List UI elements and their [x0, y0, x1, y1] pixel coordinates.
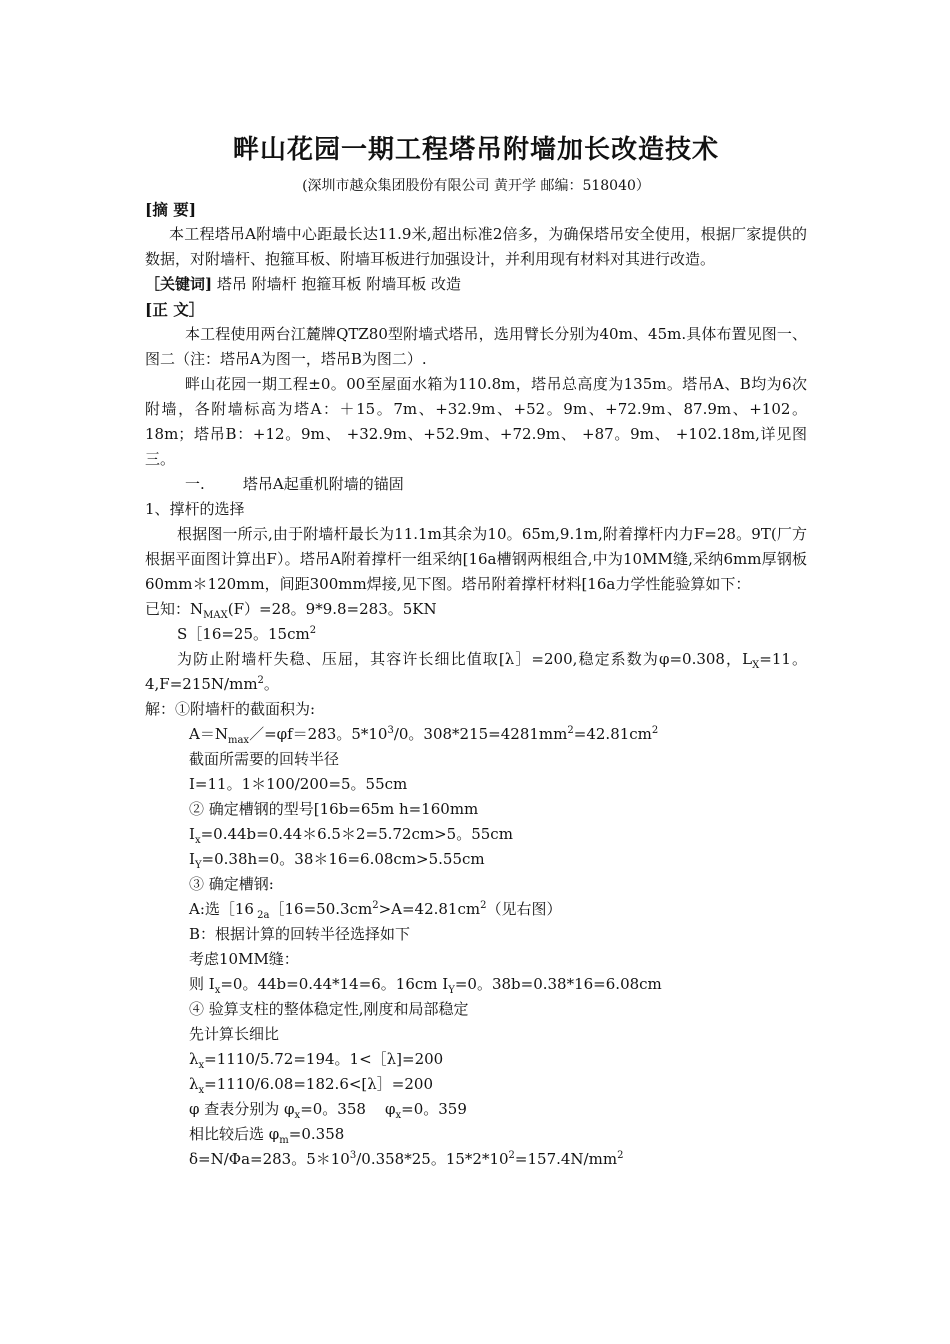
calc-sub: x — [194, 835, 201, 846]
section-area-line — [145, 622, 807, 647]
stability-text-end: 。 — [263, 675, 279, 693]
calc-sub: 2a — [253, 910, 270, 921]
calc-phi-table — [145, 1097, 807, 1122]
calc-sub: m — [279, 1135, 289, 1146]
known-n-value: (F）=28。9*9.8=283。5KN — [227, 600, 437, 618]
calc-sup: 2 — [480, 900, 487, 911]
calc-sub: Y — [194, 860, 202, 871]
calc-stress — [145, 1147, 807, 1172]
calc-sub: x — [395, 1110, 402, 1121]
calc-area — [145, 722, 807, 747]
section-area-text: S［16=25。15cm — [177, 625, 310, 643]
abstract-text: 本工程塔吊A附墙中心距最长达11.9米,超出标准2倍多，为确保塔吊安全使用，根据厂家提供的数据，对附墙杆、抱箍耳板、附墙耳板进行加强设计，并利用现有材料对其进行改造。 — [145, 225, 807, 268]
calc-choice-a — [145, 897, 807, 922]
section-area-sup: 2 — [309, 625, 317, 636]
calc-text: （见右图） — [486, 900, 562, 918]
calc-text: =0.38h=0。38＊16=6.08cm>5.55cm — [201, 850, 485, 868]
known-label: 已知： — [145, 600, 191, 618]
subsection-heading: 1、撑杆的选择 — [145, 500, 245, 518]
calc-text: A:选［16 — [189, 900, 254, 918]
calc-confirm-label: ③ 确定槽钢: — [189, 875, 274, 893]
calc-sub: max — [227, 735, 250, 746]
calc-sup: 2 — [617, 1150, 624, 1161]
keywords-heading: ［关键词] — [145, 275, 213, 293]
stability-sub: X — [752, 660, 760, 671]
calc-sub: x — [214, 985, 221, 996]
author-line: (深圳市越众集团股份有限公司 黄开学 邮编：518040） — [302, 178, 650, 194]
calc-text: λ — [189, 1075, 199, 1093]
calc-text: A＝N — [189, 725, 228, 743]
known-n: N — [190, 600, 204, 618]
paragraph-stability — [145, 647, 807, 697]
calc-text: =42.81cm — [573, 725, 652, 743]
paragraph-heights: 畔山花园一期工程±0。00至屋面水箱为110.8m，塔吊总高度为135m。塔吊A、B均为6次附墙，各附墙标高为塔A：＋15。7m、+32.9m、+52。9m、+72.9m、87.9m、+102。18m；塔吊B：+12。9m、 +32.9m、+52.9m、+72.9m、 +87。9m、 +102.18m,详见图三。 — [145, 375, 807, 468]
calc-sup: 2 — [567, 725, 574, 736]
calc-text: =0。359 — [401, 1100, 467, 1118]
calc-sub: x — [198, 1085, 205, 1096]
page-title: 畔山花园一期工程塔吊附墙加长改造技术 — [232, 135, 719, 165]
calc-text: I — [189, 825, 195, 843]
keywords-text: 塔吊 附墙杆 抱箍耳板 附墙耳板 改造 — [216, 275, 461, 293]
calc-text: ／=φf＝283。5*10 — [249, 725, 388, 743]
calc-stability-label: ④ 验算支柱的整体稳定性,刚度和局部稳定 — [189, 1000, 469, 1018]
calc-radius: I=11。1＊100/200=5。55cm — [189, 775, 408, 793]
calc-ix-iy — [145, 972, 807, 997]
paragraph-strut: 根据图一所示,由于附墙杆最长为11.1m其余为10。65m,9.1m,附着撑杆内力F=28。9T(厂方根据平面图计算出F）。塔吊A附着撑杆一组采纳[16a槽钢两根组合,中为10MM缝,采纳6mm厚钢板60mm＊120mm，间距300mm焊接,见下图。塔吊附着撑杆材料[16a力学性能验算如下： — [145, 525, 807, 593]
calc-radius-label: 截面所需要的回转半径 — [189, 750, 340, 768]
calc-slenderness-label: 先计算长细比 — [189, 1025, 280, 1043]
calc-phi-choice — [145, 1122, 807, 1147]
calc-text: ［16=50.3cm — [269, 900, 373, 918]
calc-sub: x — [294, 1110, 301, 1121]
calc-text: =0。44b=0.44*14=6。16cm I — [220, 975, 449, 993]
calc-sup: 2 — [508, 1150, 515, 1161]
calc-text: =0.358 — [288, 1125, 345, 1143]
calc-text: λ — [189, 1050, 199, 1068]
calc-lambda-y — [145, 1072, 807, 1097]
stability-sup: 2 — [257, 675, 264, 686]
calc-text: =0.44b=0.44＊6.5＊2=5.72cm>5。55cm — [200, 825, 513, 843]
calc-text: >A=42.81cm — [378, 900, 481, 918]
known-n-sub: MAX — [203, 610, 228, 621]
section-heading: 一. 塔吊A起重机附墙的锚固 — [185, 475, 404, 493]
calc-text: 则 I — [189, 975, 215, 993]
document-body — [145, 133, 807, 1172]
calc-sub: x — [198, 1060, 205, 1071]
keywords-line — [145, 272, 807, 297]
calc-text: /0。308*215=4281mm — [393, 725, 568, 743]
calc-text: φ 查表分别为 φ — [189, 1100, 295, 1118]
calc-channel-type: ② 确定槽钢的型号[16b=65m h=160mm — [189, 800, 479, 818]
paragraph-intro: 本工程使用两台江麓牌QTZ80型附墙式塔吊，选用臂长分别为40m、45m.具体布置见图一、图二（注：塔吊A为图一，塔吊B为图二）. — [145, 325, 807, 368]
abstract-heading: [摘 要] — [145, 200, 197, 219]
stability-text-mid: =11。4,F=215N/mm — [145, 650, 807, 693]
calc-gap: 考虑10MM缝： — [189, 950, 299, 968]
calc-iy — [145, 847, 807, 872]
calc-text: =0。38b=0.38*16=6.08cm — [454, 975, 662, 993]
calc-text: 相比较后选 φ — [189, 1125, 280, 1143]
calc-text: I — [189, 850, 195, 868]
stability-text: 为防止附墙杆失稳、压屈，其容许长细比值取[λ］=200,稳定系数为φ=0.308，L — [177, 650, 753, 668]
calc-ix — [145, 822, 807, 847]
calc-lambda-x — [145, 1047, 807, 1072]
calc-sub: Y — [448, 985, 455, 996]
calc-sup: 2 — [372, 900, 379, 911]
calc-text: δ=N/Φa=283。5＊10 — [189, 1150, 350, 1168]
known-line — [145, 597, 807, 622]
calc-sup: 2 — [651, 725, 659, 736]
calc-sup: 3 — [387, 725, 394, 736]
calc-sup: 3 — [349, 1150, 357, 1161]
calc-text: =157.4N/mm — [514, 1150, 618, 1168]
calc-text: =1110/5.72=194。1<［λ]=200 — [204, 1050, 444, 1068]
calc-choice-b: B：根据计算的回转半径选择如下 — [189, 925, 411, 943]
calc-text: =0。358 φ — [300, 1100, 396, 1118]
solution-label: 解：①附墙杆的截面积为: — [145, 700, 316, 718]
calc-text: /0.358*25。15*2*10 — [356, 1150, 509, 1168]
calc-text: =1110/6.08=182.6<[λ］=200 — [204, 1075, 433, 1093]
body-heading: [正 文］ — [145, 300, 205, 319]
